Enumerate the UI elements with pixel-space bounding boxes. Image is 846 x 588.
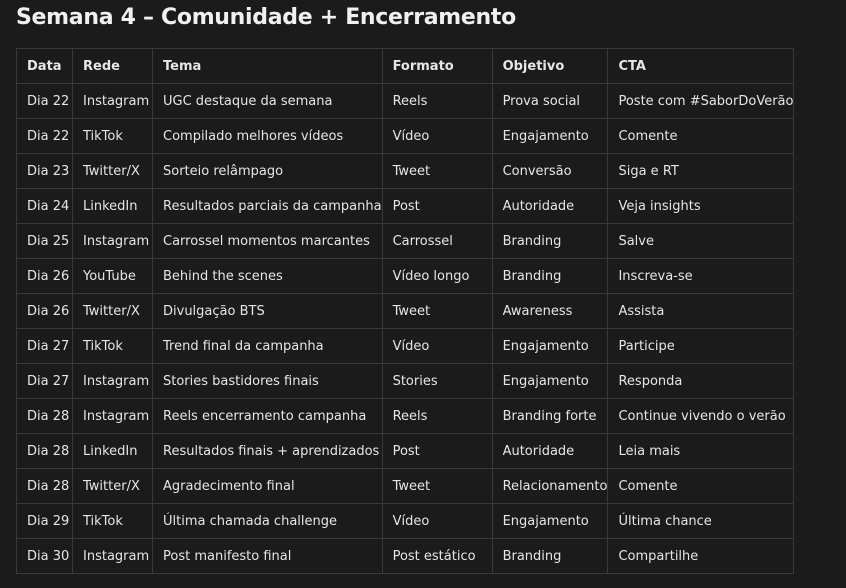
table-row <box>17 434 794 469</box>
cell-rede: Twitter/X <box>73 469 153 504</box>
table-row <box>17 364 794 399</box>
cell-objetivo: Relacionamento <box>492 469 608 504</box>
cell-data: Dia 25 <box>17 224 73 259</box>
cell-tema: Behind the scenes <box>153 259 383 294</box>
cell-rede: Instagram <box>73 364 153 399</box>
cell-objetivo: Prova social <box>492 84 608 119</box>
cell-objetivo: Autoridade <box>492 434 608 469</box>
cell-cta: Siga e RT <box>608 154 794 189</box>
cell-cta: Veja insights <box>608 189 794 224</box>
cell-objetivo: Branding forte <box>492 399 608 434</box>
cell-formato: Post <box>382 434 492 469</box>
cell-data: Dia 30 <box>17 539 73 574</box>
cell-tema: Compilado melhores vídeos <box>153 119 383 154</box>
cell-rede: Instagram <box>73 224 153 259</box>
cell-rede: TikTok <box>73 329 153 364</box>
content-calendar-table <box>16 48 794 574</box>
cell-rede: Instagram <box>73 399 153 434</box>
cell-data: Dia 27 <box>17 364 73 399</box>
table-row <box>17 399 794 434</box>
cell-cta: Continue vivendo o verão <box>608 399 794 434</box>
cell-cta: Inscreva-se <box>608 259 794 294</box>
cell-tema: Carrossel momentos marcantes <box>153 224 383 259</box>
cell-formato: Vídeo <box>382 329 492 364</box>
cell-rede: TikTok <box>73 119 153 154</box>
cell-rede: LinkedIn <box>73 189 153 224</box>
cell-data: Dia 28 <box>17 434 73 469</box>
cell-cta: Comente <box>608 119 794 154</box>
cell-tema: UGC destaque da semana <box>153 84 383 119</box>
cell-data: Dia 22 <box>17 84 73 119</box>
cell-cta: Compartilhe <box>608 539 794 574</box>
cell-data: Dia 22 <box>17 119 73 154</box>
cell-formato: Vídeo <box>382 119 492 154</box>
cell-objetivo: Branding <box>492 224 608 259</box>
cell-tema: Reels encerramento campanha <box>153 399 383 434</box>
cell-tema: Post manifesto final <box>153 539 383 574</box>
column-header-objetivo: Objetivo <box>492 49 608 84</box>
cell-formato: Vídeo longo <box>382 259 492 294</box>
cell-formato: Post estático <box>382 539 492 574</box>
cell-cta: Última chance <box>608 504 794 539</box>
cell-data: Dia 29 <box>17 504 73 539</box>
table-row <box>17 189 794 224</box>
table-row <box>17 84 794 119</box>
table-row <box>17 294 794 329</box>
cell-formato: Tweet <box>382 469 492 504</box>
cell-formato: Reels <box>382 84 492 119</box>
cell-tema: Última chamada challenge <box>153 504 383 539</box>
page-title: Semana 4 – Comunidade + Encerramento <box>16 5 516 30</box>
cell-rede: TikTok <box>73 504 153 539</box>
cell-data: Dia 28 <box>17 469 73 504</box>
cell-cta: Leia mais <box>608 434 794 469</box>
cell-rede: Instagram <box>73 84 153 119</box>
table-row <box>17 539 794 574</box>
cell-rede: Instagram <box>73 539 153 574</box>
table-row <box>17 504 794 539</box>
cell-data: Dia 26 <box>17 294 73 329</box>
cell-data: Dia 28 <box>17 399 73 434</box>
cell-rede: YouTube <box>73 259 153 294</box>
cell-tema: Stories bastidores finais <box>153 364 383 399</box>
table-header-row <box>17 49 794 84</box>
cell-tema: Resultados finais + aprendizados <box>153 434 383 469</box>
column-header-cta: CTA <box>608 49 794 84</box>
cell-objetivo: Engajamento <box>492 329 608 364</box>
table-row <box>17 224 794 259</box>
cell-tema: Agradecimento final <box>153 469 383 504</box>
cell-formato: Vídeo <box>382 504 492 539</box>
table-row <box>17 469 794 504</box>
table-row <box>17 259 794 294</box>
cell-formato: Stories <box>382 364 492 399</box>
cell-rede: Twitter/X <box>73 294 153 329</box>
table-row <box>17 119 794 154</box>
column-header-formato: Formato <box>382 49 492 84</box>
cell-cta: Participe <box>608 329 794 364</box>
cell-rede: LinkedIn <box>73 434 153 469</box>
cell-objetivo: Engajamento <box>492 364 608 399</box>
cell-data: Dia 27 <box>17 329 73 364</box>
cell-cta: Assista <box>608 294 794 329</box>
cell-cta: Poste com #SaborDoVerão <box>608 84 794 119</box>
cell-tema: Divulgação BTS <box>153 294 383 329</box>
cell-objetivo: Awareness <box>492 294 608 329</box>
cell-cta: Comente <box>608 469 794 504</box>
cell-data: Dia 26 <box>17 259 73 294</box>
cell-cta: Responda <box>608 364 794 399</box>
cell-objetivo: Branding <box>492 539 608 574</box>
cell-objetivo: Engajamento <box>492 119 608 154</box>
cell-objetivo: Engajamento <box>492 504 608 539</box>
column-header-tema: Tema <box>153 49 383 84</box>
cell-formato: Post <box>382 189 492 224</box>
table-row <box>17 329 794 364</box>
cell-objetivo: Conversão <box>492 154 608 189</box>
cell-cta: Salve <box>608 224 794 259</box>
cell-rede: Twitter/X <box>73 154 153 189</box>
cell-formato: Tweet <box>382 154 492 189</box>
column-header-rede: Rede <box>73 49 153 84</box>
cell-formato: Carrossel <box>382 224 492 259</box>
cell-objetivo: Autoridade <box>492 189 608 224</box>
cell-formato: Reels <box>382 399 492 434</box>
cell-formato: Tweet <box>382 294 492 329</box>
cell-data: Dia 24 <box>17 189 73 224</box>
cell-tema: Sorteio relâmpago <box>153 154 383 189</box>
cell-tema: Resultados parciais da campanha <box>153 189 383 224</box>
column-header-data: Data <box>17 49 73 84</box>
cell-tema: Trend final da campanha <box>153 329 383 364</box>
table-row <box>17 154 794 189</box>
cell-data: Dia 23 <box>17 154 73 189</box>
cell-objetivo: Branding <box>492 259 608 294</box>
